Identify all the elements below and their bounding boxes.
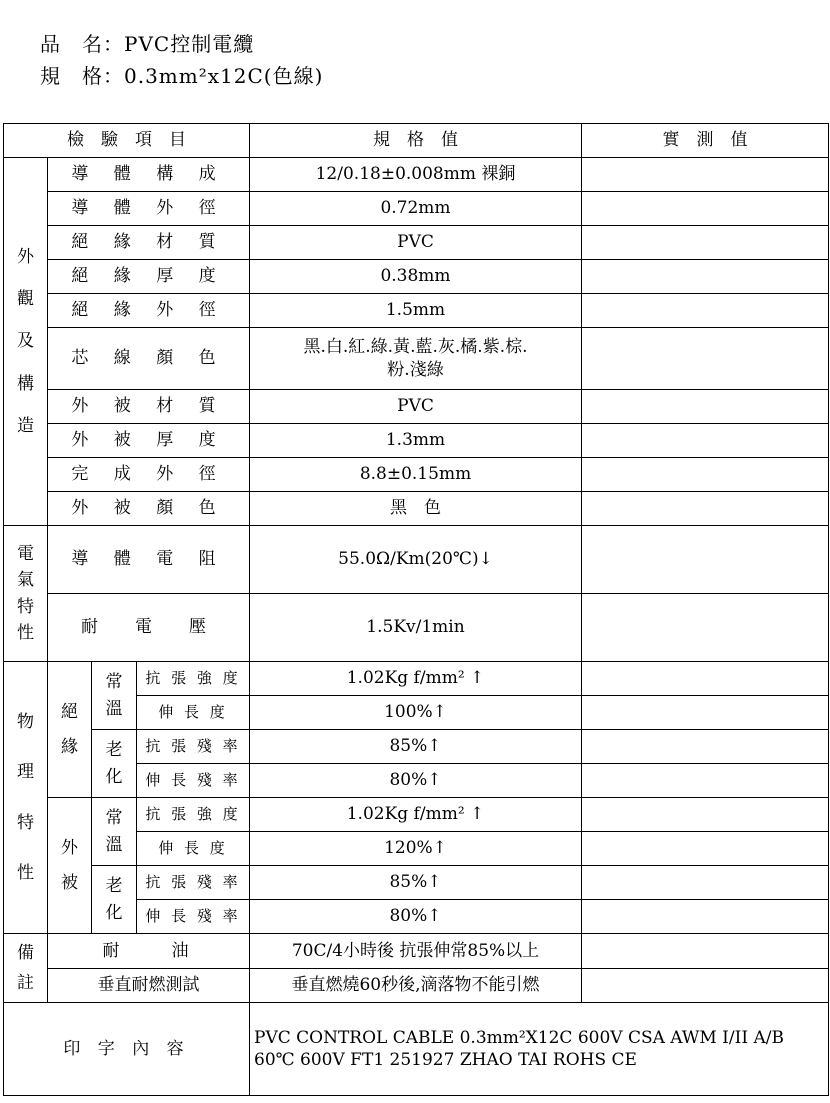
- measured-cell: [582, 192, 829, 226]
- item-label: 導 體 構 成: [48, 158, 250, 192]
- condition-aged: 老 化: [92, 866, 137, 934]
- spec-value-cell: 0.72mm: [250, 192, 582, 226]
- measured-cell: [582, 594, 829, 662]
- measured-cell: [582, 492, 829, 526]
- table-row: [4, 390, 829, 424]
- measured-cell: [582, 158, 829, 192]
- condition-normal: 常 溫: [92, 798, 137, 866]
- spec-value-cell: 0.38mm: [250, 260, 582, 294]
- measured-cell: [582, 526, 829, 594]
- item-label: 完 成 外 徑: [48, 458, 250, 492]
- measured-cell: [582, 424, 829, 458]
- section-remarks: 備 註: [4, 934, 48, 1003]
- spec-value-cell: 8.8±0.15mm: [250, 458, 582, 492]
- item-label: 絕 緣 外 徑: [48, 294, 250, 328]
- table-row: [4, 526, 829, 594]
- item-label: 抗 張 強 度: [137, 662, 250, 696]
- measured-cell: [582, 764, 829, 798]
- measured-cell: [582, 832, 829, 866]
- measured-cell: [582, 662, 829, 696]
- item-label: 耐 電 壓: [48, 594, 250, 662]
- spec-value-cell: 1.02Kg f/mm² ↑: [250, 662, 582, 696]
- product-name-label: 品 名：: [40, 32, 124, 56]
- table-row: [4, 294, 829, 328]
- item-label: 抗 張 強 度: [137, 798, 250, 832]
- table-row: [4, 662, 829, 696]
- spec-value-cell: 85%↑: [250, 866, 582, 900]
- product-name-line: [40, 28, 254, 57]
- inspection-table: [3, 123, 829, 1096]
- item-label: 垂直耐燃測試: [48, 968, 250, 1003]
- table-row: [4, 1003, 829, 1096]
- spec-value-cell: 1.5Kv/1min: [250, 594, 582, 662]
- measured-cell: [582, 730, 829, 764]
- subsection-insulation: 絕 緣: [48, 662, 92, 798]
- header-item: 檢 驗 項 目: [4, 124, 250, 158]
- measured-cell: [582, 798, 829, 832]
- spec-label: 規 格：: [40, 64, 124, 88]
- spec-value-cell: 120%↑: [250, 832, 582, 866]
- measured-cell: [582, 328, 829, 390]
- spec-value: 0.3mm²x12C(色線): [124, 64, 324, 88]
- spec-value-cell: 12/0.18±0.008mm 裸銅: [250, 158, 582, 192]
- spec-value-cell: 70C/4小時後 抗張伸常85%以上: [250, 934, 582, 969]
- spec-value-cell: 1.5mm: [250, 294, 582, 328]
- table-row: [4, 260, 829, 294]
- subsection-jacket: 外 被: [48, 798, 92, 934]
- table-row: [4, 594, 829, 662]
- spec-value-cell: PVC: [250, 226, 582, 260]
- item-label: 耐 油: [48, 934, 250, 969]
- table-row: [4, 158, 829, 192]
- table-row: [4, 458, 829, 492]
- spec-value-cell: 黑 色: [250, 492, 582, 526]
- measured-cell: [582, 458, 829, 492]
- item-label: 導 體 外 徑: [48, 192, 250, 226]
- spec-value-cell: 1.02Kg f/mm² ↑: [250, 798, 582, 832]
- marking-line1: PVC CONTROL CABLE 0.3mm²X12C 600V CSA AWM I/II A/B: [254, 1028, 784, 1049]
- measured-cell: [582, 900, 829, 934]
- condition-aged: 老 化: [92, 730, 137, 798]
- table-row: [4, 226, 829, 260]
- spec-value-cell: 80%↑: [250, 900, 582, 934]
- item-label: 絕 緣 厚 度: [48, 260, 250, 294]
- spec-value-cell: [250, 328, 582, 390]
- item-label: 外 被 顏 色: [48, 492, 250, 526]
- item-label: 抗 張 殘 率: [137, 730, 250, 764]
- marking-line2: 60℃ 600V FT1 251927 ZHAO TAI ROHS CE: [254, 1050, 637, 1071]
- item-label: 芯 線 顏 色: [48, 328, 250, 390]
- spec-value-cell: 垂直燃燒60秒後,滴落物不能引燃: [250, 968, 582, 1003]
- measured-cell: [582, 226, 829, 260]
- item-label: 伸 長 殘 率: [137, 764, 250, 798]
- spec-value-cell: PVC: [250, 390, 582, 424]
- item-label: 伸 長 度: [137, 696, 250, 730]
- measured-cell: [582, 390, 829, 424]
- product-name-value: PVC控制電纜: [124, 32, 255, 56]
- item-label: 外 被 厚 度: [48, 424, 250, 458]
- table-row: [4, 328, 829, 390]
- spec-value-cell: 80%↑: [250, 764, 582, 798]
- measured-cell: [582, 866, 829, 900]
- spec-value-cell: 1.3mm: [250, 424, 582, 458]
- core-colors-line2: 粉.淺綠: [387, 359, 444, 380]
- condition-normal: 常 溫: [92, 662, 137, 730]
- table-row: [4, 492, 829, 526]
- section-physical: 物 理 特 性: [4, 662, 48, 934]
- section-appearance: 外 觀 及 構 造: [4, 158, 48, 526]
- measured-cell: [582, 294, 829, 328]
- spec-line: [40, 60, 323, 89]
- table-row: [4, 730, 829, 764]
- item-label: 伸 長 度: [137, 832, 250, 866]
- section-electrical: 電 氣 特 性: [4, 526, 48, 662]
- table-row: [4, 798, 829, 832]
- table-header-row: [4, 124, 829, 158]
- item-label: 伸 長 殘 率: [137, 900, 250, 934]
- table-row: [4, 866, 829, 900]
- spec-value-cell: 55.0Ω/Km(20℃)↓: [250, 526, 582, 594]
- item-label: 抗 張 殘 率: [137, 866, 250, 900]
- spec-value-cell: 85%↑: [250, 730, 582, 764]
- table-row: [4, 968, 829, 1003]
- spec-value-cell: 100%↑: [250, 696, 582, 730]
- measured-cell: [582, 968, 829, 1003]
- table-row: [4, 192, 829, 226]
- core-colors-line1: 黑.白.紅.綠.黃.藍.灰.橘.紫.棕.: [303, 337, 528, 358]
- item-label: 絕 緣 材 質: [48, 226, 250, 260]
- measured-cell: [582, 696, 829, 730]
- item-label: 外 被 材 質: [48, 390, 250, 424]
- header-spec: 規 格 值: [250, 124, 582, 158]
- marking-label: 印 字 內 容: [4, 1003, 250, 1096]
- table-row: [4, 934, 829, 969]
- marking-text: [250, 1003, 829, 1096]
- measured-cell: [582, 934, 829, 969]
- item-label: 導 體 電 阻: [48, 526, 250, 594]
- measured-cell: [582, 260, 829, 294]
- header-measured: 實 測 值: [582, 124, 829, 158]
- table-row: [4, 424, 829, 458]
